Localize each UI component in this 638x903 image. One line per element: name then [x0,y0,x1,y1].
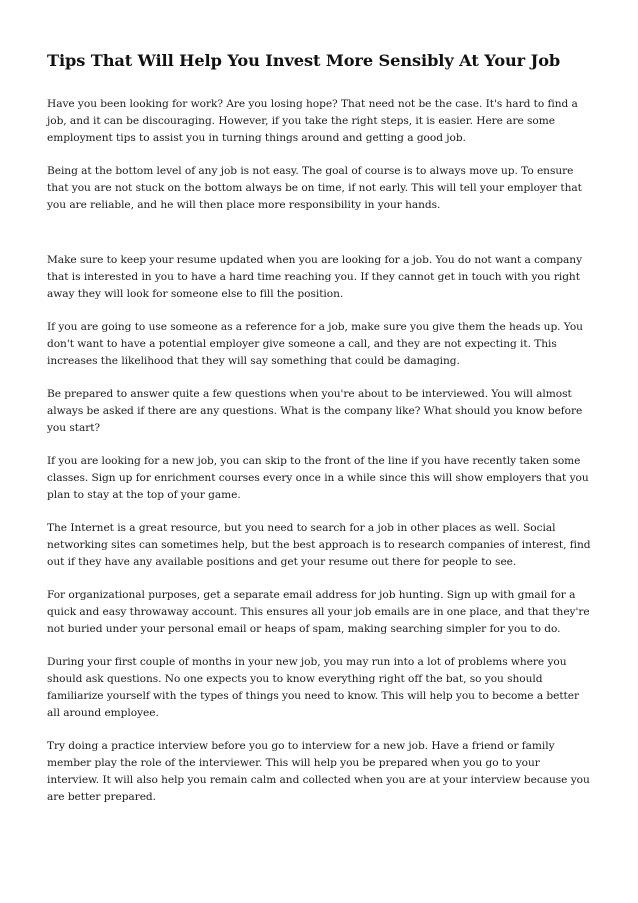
paragraph-practice-interview: Try doing a practice interview before you go to interview for a new job. Have a friend or family member play the role of the interviewer. This will help you be prepared when you go to your interview. It will also help you remain calm and collected when you are at your interview because you are better prepared. [47,740,590,803]
paragraph-interview-questions: Be prepared to answer quite a few questions when you're about to be interviewed. You will almost always be asked if there are any questions. What is the company like? What should you know before you start? [47,388,583,434]
document-body [47,96,592,806]
document-title: Tips That Will Help You Invest More Sensibly At Your Job [47,51,561,70]
paragraph-bottom-level: Being at the bottom level of any job is not easy. The goal of course is to always move up. To ensure that you are not stuck on the bottom always be on time, if not early. This will tell your employer that you are reliable, and he will then place more responsibility in your hands. [47,165,582,211]
paragraph-email: For organizational purposes, get a separate email address for job hunting. Sign up with gmail for a quick and easy throwaway account. This ensures all your job emails are in one place, and that they're not buried under your personal email or heaps of spam, making searching simpler for you to do. [47,589,590,635]
paragraph-classes: If you are looking for a new job, you can skip to the front of the line if you have recently taken some classes. Sign up for enrichment courses every once in a while since this will show employers that you plan to stay at the top of your game. [47,455,589,501]
paragraph-intro: Have you been looking for work? Are you losing hope? That need not be the case. It's hard to find a job, and it can be discouraging. However, if you take the right steps, it is easier. Here are some employment tips to assist you in turning things around and getting a good job. [47,98,578,144]
paragraph-reference: If you are going to use someone as a reference for a job, make sure you give them the heads up. You don't want to have a potential employer give someone a call, and they are not expecting it. This increases the likelihood that they will say something that could be damaging. [47,321,583,367]
paragraph-internet: The Internet is a great resource, but you need to search for a job in other places as well. Social networking sites can sometimes help, but the best approach is to research companies of interest, find out if they have any available positions and get your resume out there for people to see. [47,522,591,568]
paragraph-resume: Make sure to keep your resume updated when you are looking for a job. You do not want a company that is interested in you to have a hard time reaching you. If they cannot get in touch with you right away they will look for someone else to fill the position. [47,254,583,300]
paragraph-first-months: During your first couple of months in your new job, you may run into a lot of problems where you should ask questions. No one expects you to know everything right off the bat, so you should familiarize yourself with the types of things you need to know. This will help you to become a better all around employee. [47,656,579,719]
